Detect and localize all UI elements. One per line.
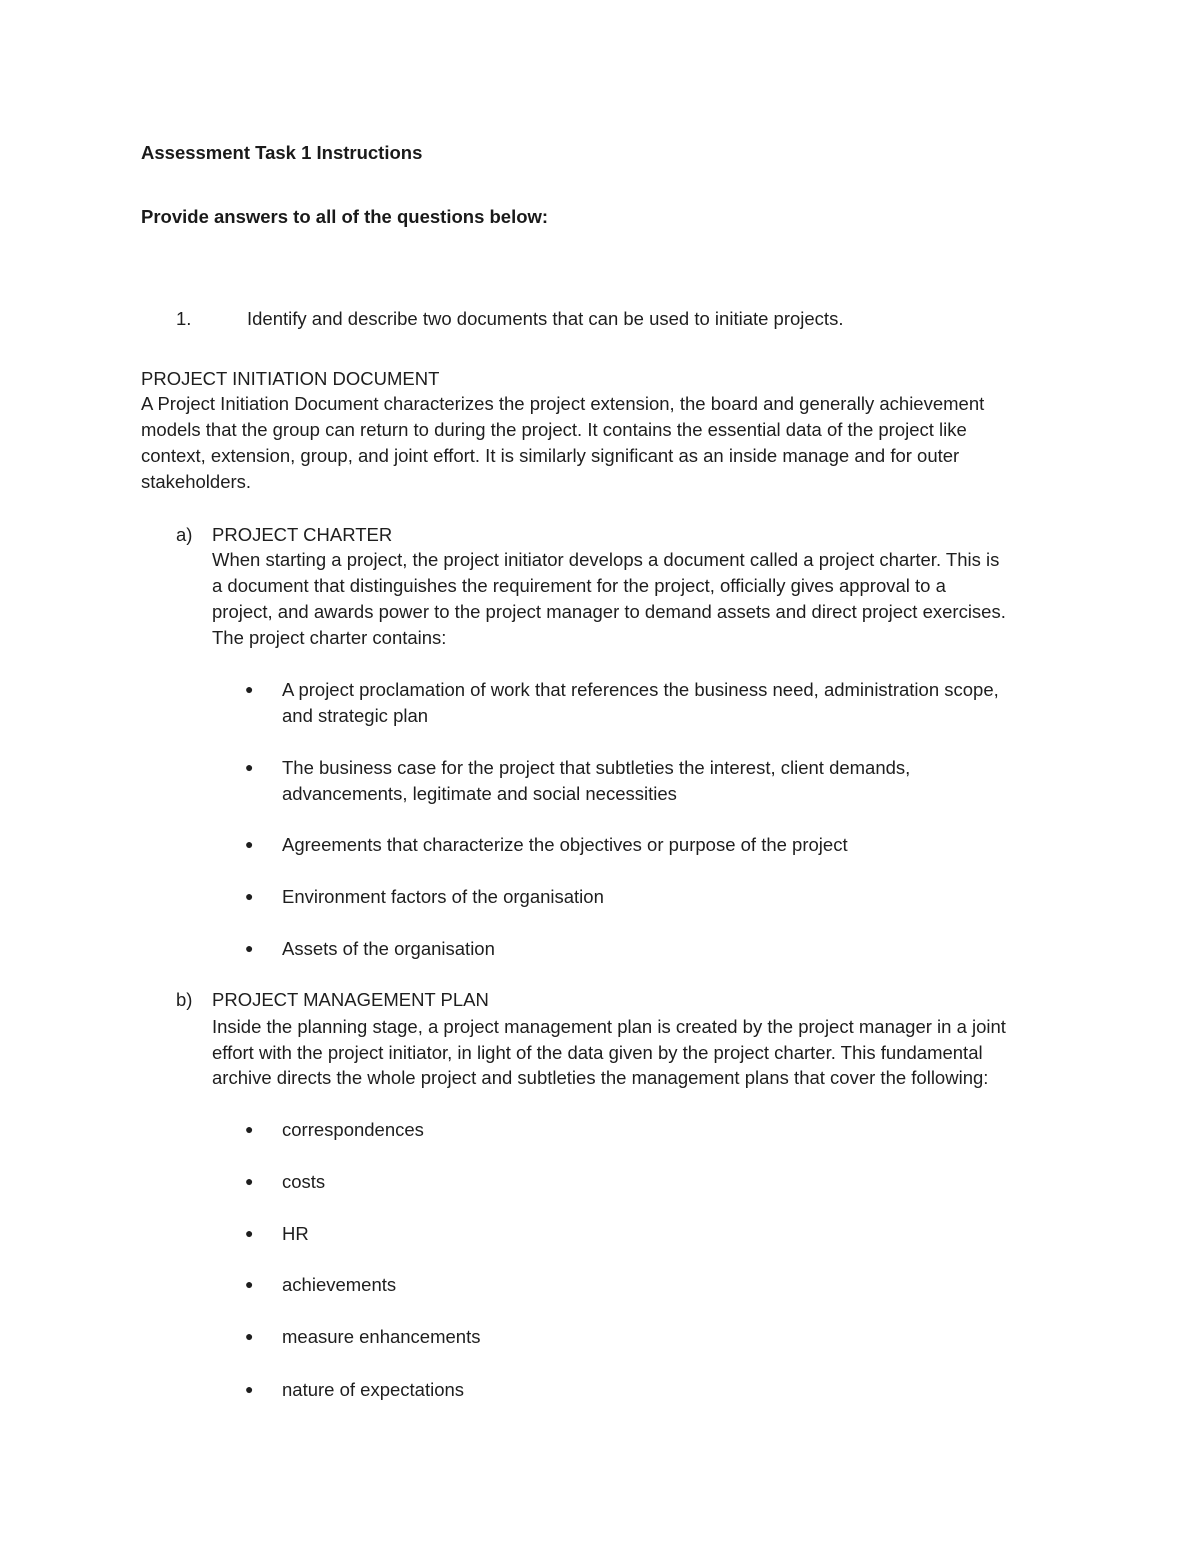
charter-line: project, and awards power to the project manager to demand assets and direct project exercises. <box>212 601 1006 622</box>
plan-marker: b) <box>176 989 193 1010</box>
charter-bullet-item: Assets of the organisation <box>282 938 495 959</box>
document-subheading: Provide answers to all of the questions below: <box>141 206 549 227</box>
pid-line: stakeholders. <box>141 471 252 492</box>
charter-bullet-item: The business case for the project that subtleties the interest, client demands, <box>282 757 911 778</box>
charter-line: The project charter contains: <box>212 627 447 648</box>
charter-line: a document that distinguishes the requirement for the project, officially gives approval to a <box>212 575 946 596</box>
plan-bullet-item: costs <box>282 1171 326 1192</box>
pid-line: models that the group can return to during the project. It contains the essential data of the project like <box>141 419 967 440</box>
bullet-icon: ● <box>245 1381 254 1397</box>
bullet-icon: ● <box>245 1328 254 1344</box>
plan-line: archive directs the whole project and subtleties the management plans that cover the following: <box>212 1067 989 1088</box>
plan-line: Inside the planning stage, a project management plan is created by the project manager in a joint <box>212 1016 1006 1037</box>
charter-bullet-item-continued: advancements, legitimate and social necessities <box>282 783 677 804</box>
charter-line: When starting a project, the project initiator develops a document called a project charter. This is <box>212 549 1000 570</box>
bullet-icon: ● <box>245 888 254 904</box>
pid-line: context, extension, group, and joint effort. It is similarly significant as an inside manage and for outer <box>141 445 960 466</box>
question-text: Identify and describe two documents that can be used to initiate projects. <box>247 308 844 329</box>
plan-bullet-item: achievements <box>282 1274 397 1295</box>
bullet-icon: ● <box>245 1225 254 1241</box>
charter-marker: a) <box>176 524 193 545</box>
plan-line: effort with the project initiator, in light of the data given by the project charter. This fundamental <box>212 1042 983 1063</box>
bullet-icon: ● <box>245 1173 254 1189</box>
charter-bullet-item: A project proclamation of work that references the business need, administration scope, <box>282 679 999 700</box>
bullet-icon: ● <box>245 1121 254 1137</box>
bullet-icon: ● <box>245 759 254 775</box>
bullet-icon: ● <box>245 1276 254 1292</box>
plan-bullet-item: measure enhancements <box>282 1326 481 1347</box>
charter-bullet-item: Agreements that characterize the objectives or purpose of the project <box>282 834 848 855</box>
charter-bullet-item-continued: and strategic plan <box>282 705 429 726</box>
plan-bullet-item: nature of expectations <box>282 1379 465 1400</box>
bullet-icon: ● <box>245 940 254 956</box>
charter-title: PROJECT CHARTER <box>212 524 393 545</box>
pid-title: PROJECT INITIATION DOCUMENT <box>141 368 440 389</box>
pid-line: A Project Initiation Document characterizes the project extension, the board and generally achievement <box>141 393 985 414</box>
document-heading: Assessment Task 1 Instructions <box>141 142 423 163</box>
bullet-icon: ● <box>245 836 254 852</box>
plan-title: PROJECT MANAGEMENT PLAN <box>212 989 489 1010</box>
question-number: 1. <box>176 308 192 329</box>
plan-bullet-item: HR <box>282 1223 309 1244</box>
charter-bullet-item: Environment factors of the organisation <box>282 886 604 907</box>
bullet-icon: ● <box>245 681 254 697</box>
plan-bullet-item: correspondences <box>282 1119 424 1140</box>
